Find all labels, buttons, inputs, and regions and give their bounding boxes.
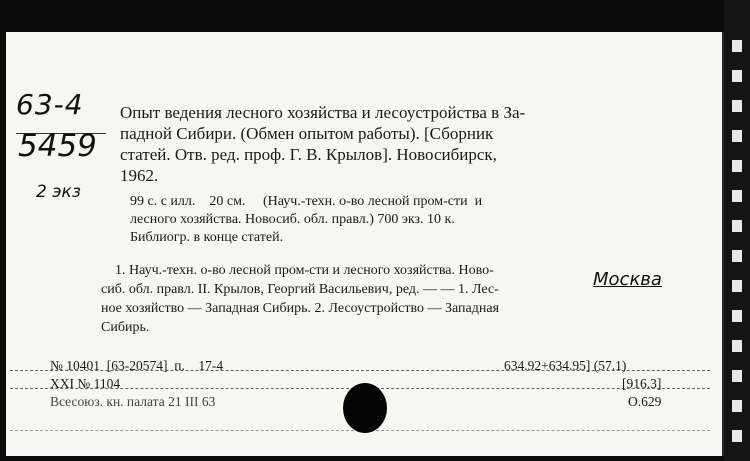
handwritten-copies: 2 экз <box>36 182 81 202</box>
handwritten-shelf-mark: 63-4 <box>16 88 84 121</box>
footer-subclass: [916.3] <box>622 376 662 391</box>
perforated-edge <box>724 0 750 461</box>
tracing-line-3: ное хозяйство — Западная Сибирь. 2. Лесоустройство — Западная <box>101 301 500 316</box>
footer-number: № 10401 [63-20574] п. 17-4 <box>50 358 224 373</box>
entry-line-3: статей. Отв. ред. проф. Г. В. Крылов]. Новосибирск, <box>120 145 497 164</box>
footer-book-chamber: Всесоюз. кн. палата 21 III 63 <box>50 394 216 409</box>
entry-line-1: Опыт ведения лесного хозяйства и лесоустройства в За- <box>120 103 526 122</box>
entry-line-4: 1962. <box>120 166 159 185</box>
handwritten-place-correction: Москва <box>593 269 662 290</box>
tracing-line-4: Сибирь. <box>101 320 150 335</box>
collation-line-1: 99 с. с илл. 20 см. (Науч.-техн. о-во лесной пром-сти и <box>130 194 483 209</box>
tracing-line-2: сиб. обл. правл. II. Крылов, Георгий Васильевич, ред. — — 1. Лес- <box>101 282 499 297</box>
handwritten-shelf-number: 5459 <box>18 128 97 164</box>
tracing-line-1: 1. Науч.-техн. о-во лесной пром-сти и лесного хозяйства. Ново- <box>101 263 494 278</box>
punch-hole <box>343 383 387 433</box>
footer-series: XXI № 1104 <box>50 376 121 391</box>
entry-line-2: падной Сибири. (Обмен опытом работы). [Сборник <box>120 124 494 143</box>
footer-code: О.629 <box>628 394 662 409</box>
collation-line-3: Библиогр. в конце статей. <box>130 230 284 245</box>
collation-line-2: лесного хозяйства. Новосиб. обл. правл.) 700 экз. 10 к. <box>130 212 455 227</box>
footer-udc: 634.92+634.95] (57.1) <box>504 358 627 373</box>
